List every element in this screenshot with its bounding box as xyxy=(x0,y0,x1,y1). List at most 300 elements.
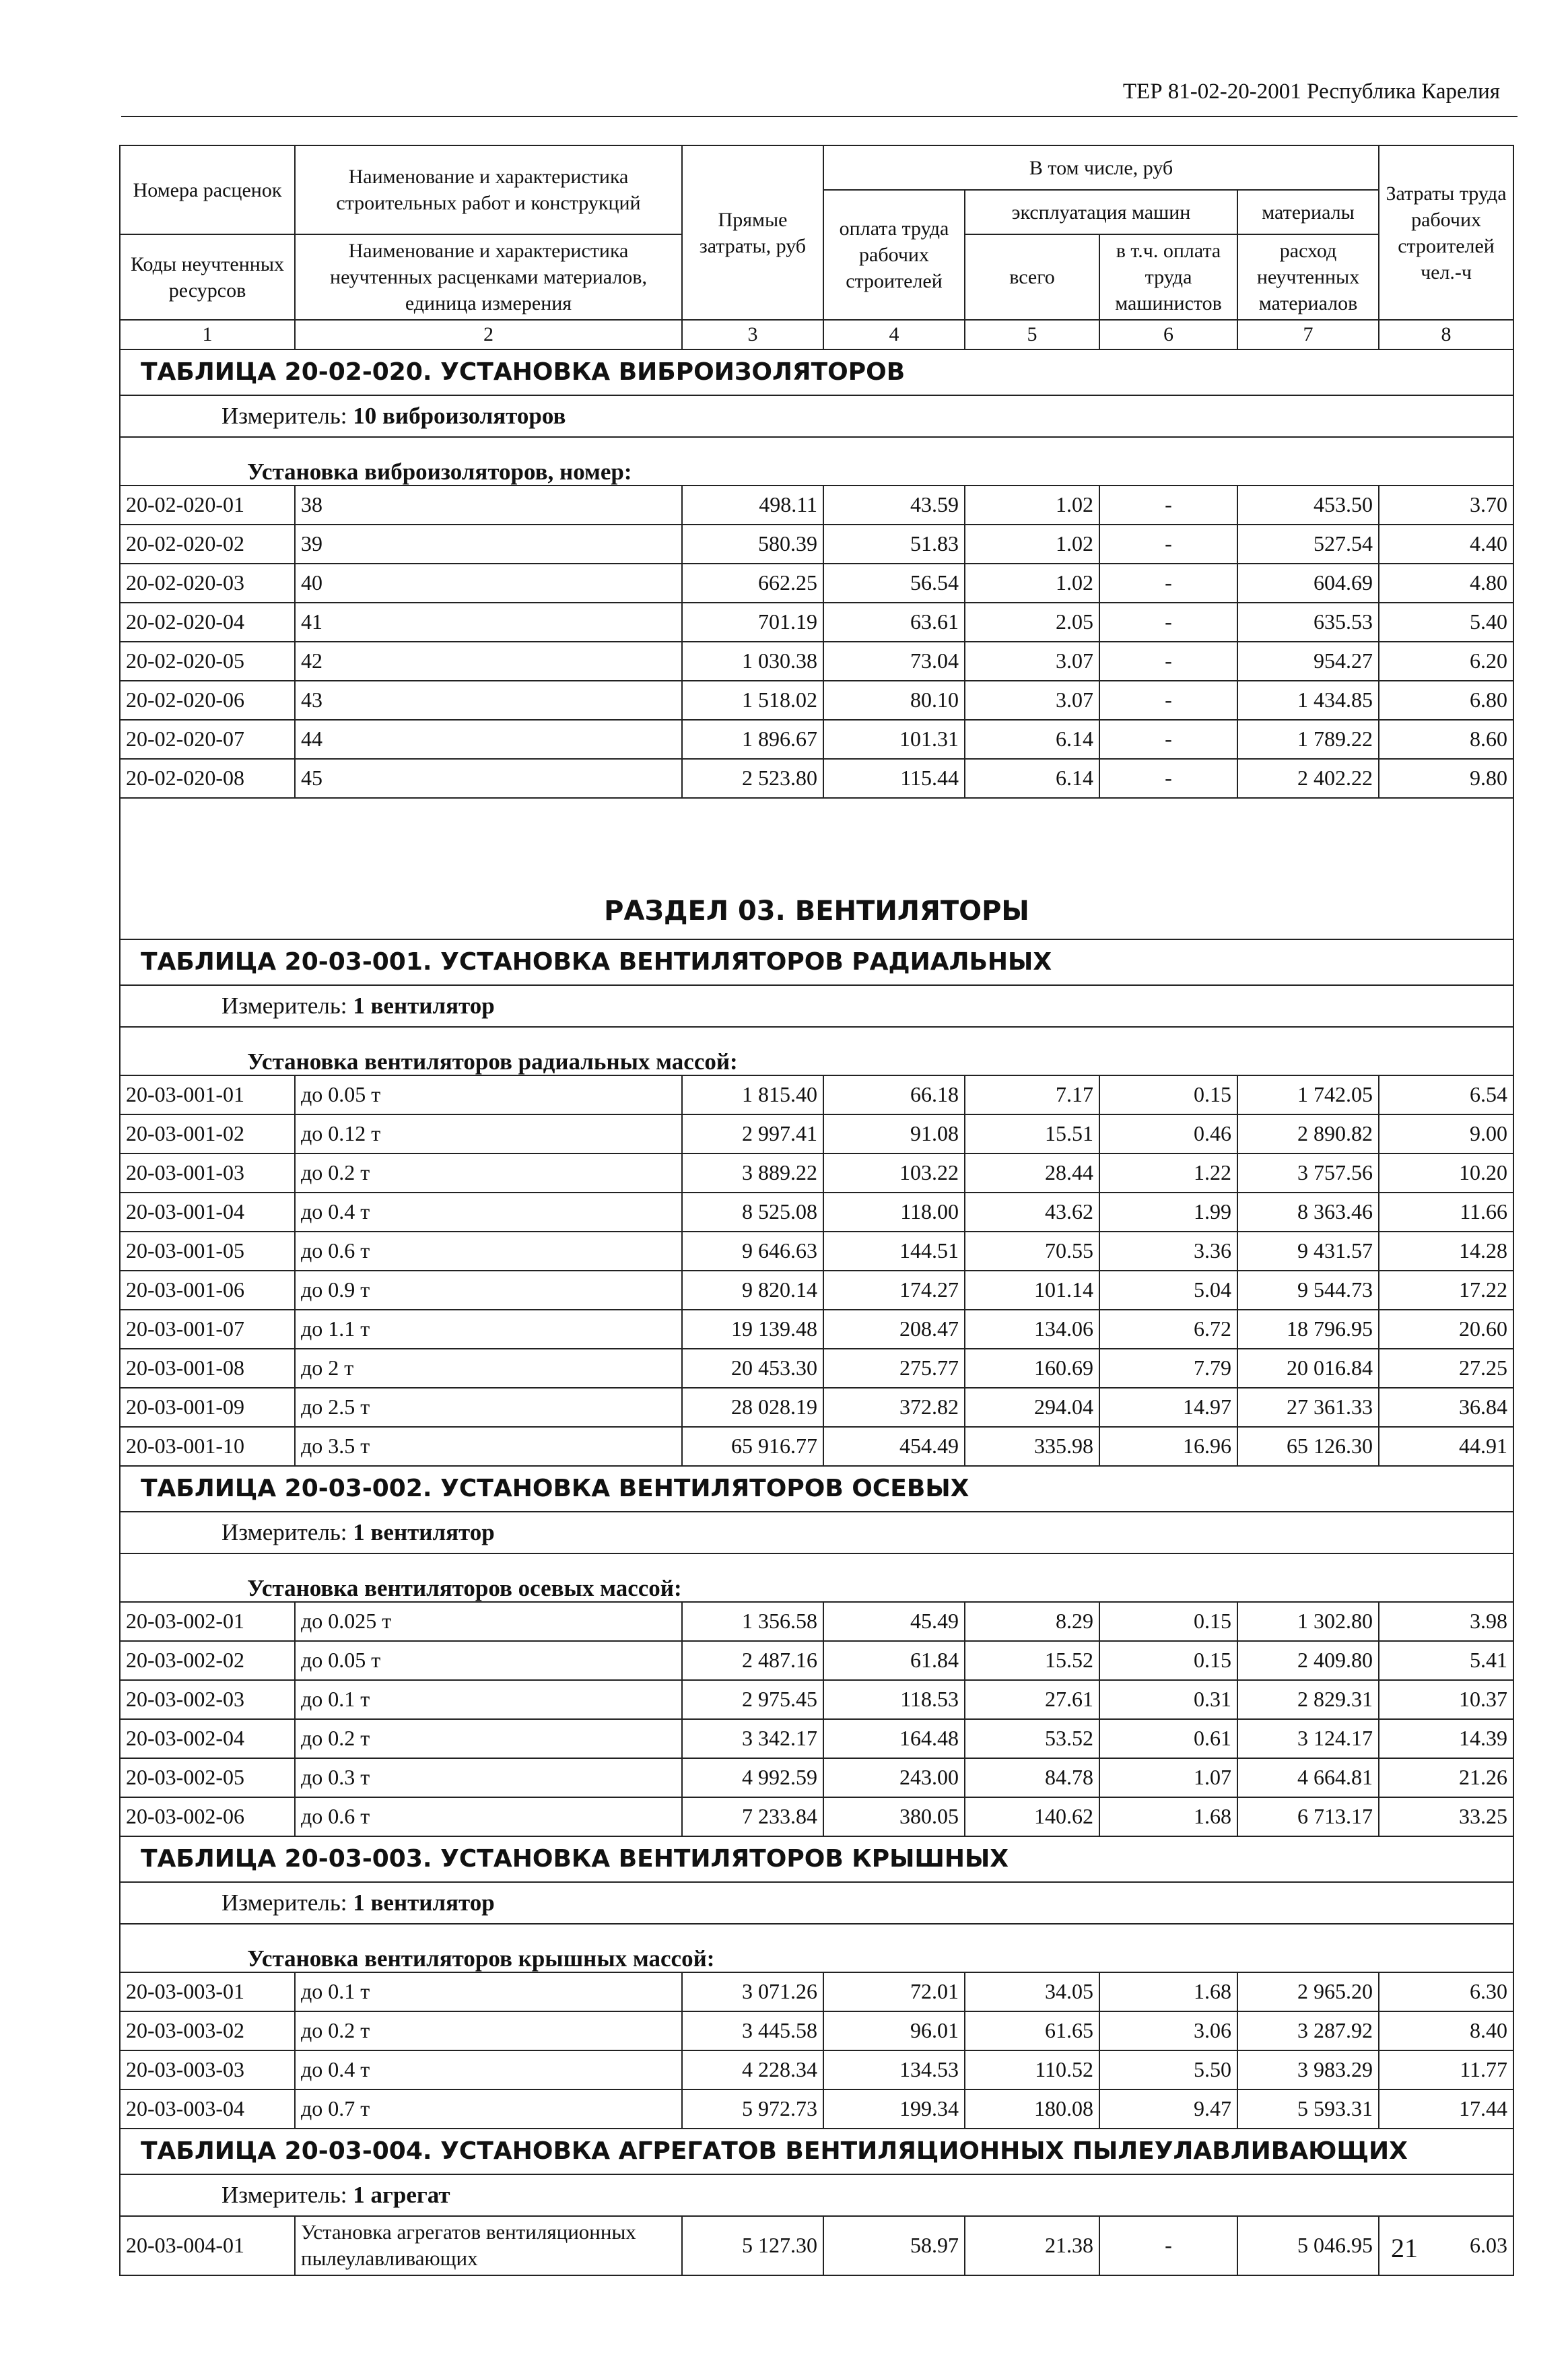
cell-rate-code: 20-03-001-07 xyxy=(120,1310,295,1349)
cell-labor-hours: 36.84 xyxy=(1379,1388,1513,1427)
cell-materials: 5 593.31 xyxy=(1237,2089,1379,2129)
table-row xyxy=(120,1719,1513,1758)
header-rule xyxy=(121,116,1518,117)
column-number: 4 xyxy=(823,320,965,349)
header-row-1 xyxy=(120,145,1513,190)
cell-rate-code: 20-02-020-03 xyxy=(120,564,295,603)
group-title-row xyxy=(120,1553,1513,1602)
cell-name: до 0.12 т xyxy=(295,1114,682,1153)
cell-name: до 0.1 т xyxy=(295,1680,682,1719)
cell-machines-total: 6.14 xyxy=(965,720,1099,759)
cell-direct-costs: 2 523.80 xyxy=(682,759,823,798)
cell-materials: 65 126.30 xyxy=(1237,1427,1379,1466)
cell-name: 39 xyxy=(295,525,682,564)
cell-name: до 0.3 т xyxy=(295,1758,682,1797)
cell-name: до 0.2 т xyxy=(295,1153,682,1193)
cell-direct-costs: 4 228.34 xyxy=(682,2050,823,2089)
cell-labor-hours: 11.77 xyxy=(1379,2050,1513,2089)
cell-rate-code: 20-02-020-02 xyxy=(120,525,295,564)
cell-rate-code: 20-03-001-10 xyxy=(120,1427,295,1466)
cell-materials: 3 287.92 xyxy=(1237,2011,1379,2050)
cell-name: до 0.2 т xyxy=(295,1719,682,1758)
table-title: ТАБЛИЦА 20-03-004. УСТАНОВКА АГРЕГАТОВ ВЕНТИЛЯЦИОННЫХ ПЫЛЕУЛАВЛИВАЮЩИХ xyxy=(120,2129,1513,2174)
cell-wage: 96.01 xyxy=(823,2011,965,2050)
cell-direct-costs: 1 815.40 xyxy=(682,1075,823,1114)
cell-name: до 0.025 т xyxy=(295,1602,682,1641)
cell-machinists-wage: 1.68 xyxy=(1099,1972,1237,2011)
section-title-row xyxy=(120,798,1513,939)
cell-name: 41 xyxy=(295,603,682,642)
cell-direct-costs: 1 518.02 xyxy=(682,681,823,720)
cell-rate-code: 20-03-003-01 xyxy=(120,1972,295,2011)
price-table-document xyxy=(119,145,1513,2276)
measure-value: 1 вентилятор xyxy=(353,1519,495,1546)
column-number: 8 xyxy=(1379,320,1513,349)
cell-materials: 9 544.73 xyxy=(1237,1271,1379,1310)
cell-direct-costs: 2 487.16 xyxy=(682,1641,823,1680)
cell-wage: 134.53 xyxy=(823,2050,965,2089)
table-measure-row xyxy=(120,395,1513,437)
measure-value: 1 вентилятор xyxy=(353,1889,495,1916)
cell-machines-total: 84.78 xyxy=(965,1758,1099,1797)
cell-labor-hours: 9.80 xyxy=(1379,759,1513,798)
measure-label: Измеритель: xyxy=(221,1889,353,1916)
cell-direct-costs: 662.25 xyxy=(682,564,823,603)
cell-materials: 5 046.95 xyxy=(1237,2216,1379,2275)
cell-labor-hours: 6.54 xyxy=(1379,1075,1513,1114)
cell-machinists-wage: 7.79 xyxy=(1099,1349,1237,1388)
table-row xyxy=(120,1075,1513,1114)
cell-machinists-wage: 5.04 xyxy=(1099,1271,1237,1310)
cell-labor-hours: 33.25 xyxy=(1379,1797,1513,1836)
cell-name: до 2.5 т xyxy=(295,1388,682,1427)
cell-machinists-wage: 0.15 xyxy=(1099,1641,1237,1680)
cell-machinists-wage: 0.46 xyxy=(1099,1114,1237,1153)
cell-rate-code: 20-03-001-05 xyxy=(120,1232,295,1271)
cell-materials: 1 789.22 xyxy=(1237,720,1379,759)
cell-machinists-wage: 0.15 xyxy=(1099,1602,1237,1641)
cell-rate-code: 20-03-001-01 xyxy=(120,1075,295,1114)
cell-rate-code: 20-02-020-06 xyxy=(120,681,295,720)
cell-rate-code: 20-02-020-07 xyxy=(120,720,295,759)
table-measure xyxy=(120,395,1513,437)
cell-machines-total: 8.29 xyxy=(965,1602,1099,1641)
cell-labor-hours: 6.30 xyxy=(1379,1972,1513,2011)
col-head-direct-costs: Прямые затраты, руб xyxy=(682,145,823,320)
column-number: 6 xyxy=(1099,320,1237,349)
cell-materials: 8 363.46 xyxy=(1237,1193,1379,1232)
cell-wage: 51.83 xyxy=(823,525,965,564)
table-row xyxy=(120,2216,1513,2275)
table-row xyxy=(120,1310,1513,1349)
table-measure-row xyxy=(120,985,1513,1027)
cell-direct-costs: 3 342.17 xyxy=(682,1719,823,1758)
col-head-machinists-wage: в т.ч. оплата труда машинистов xyxy=(1099,234,1237,320)
cell-wage: 91.08 xyxy=(823,1114,965,1153)
cell-materials: 2 402.22 xyxy=(1237,759,1379,798)
table-row xyxy=(120,1680,1513,1719)
cell-wage: 80.10 xyxy=(823,681,965,720)
cell-machinists-wage: 0.15 xyxy=(1099,1075,1237,1114)
table-row xyxy=(120,1427,1513,1466)
cell-rate-code: 20-03-001-09 xyxy=(120,1388,295,1427)
group-title: Установка вентиляторов осевых массой: xyxy=(120,1553,1513,1602)
cell-direct-costs: 28 028.19 xyxy=(682,1388,823,1427)
cell-materials: 9 431.57 xyxy=(1237,1232,1379,1271)
table-measure xyxy=(120,2174,1513,2216)
cell-labor-hours: 6.80 xyxy=(1379,681,1513,720)
table-title: ТАБЛИЦА 20-03-001. УСТАНОВКА ВЕНТИЛЯТОРОВ РАДИАЛЬНЫХ xyxy=(120,939,1513,985)
cell-name: 45 xyxy=(295,759,682,798)
cell-labor-hours: 14.28 xyxy=(1379,1232,1513,1271)
table-row xyxy=(120,1972,1513,2011)
cell-machines-total: 1.02 xyxy=(965,486,1099,525)
cell-machinists-wage: - xyxy=(1099,720,1237,759)
cell-name: 44 xyxy=(295,720,682,759)
cell-wage: 61.84 xyxy=(823,1641,965,1680)
cell-direct-costs: 580.39 xyxy=(682,525,823,564)
cell-rate-code: 20-03-002-01 xyxy=(120,1602,295,1641)
cell-wage: 66.18 xyxy=(823,1075,965,1114)
cell-rate-code: 20-03-002-03 xyxy=(120,1680,295,1719)
cell-wage: 63.61 xyxy=(823,603,965,642)
table-row xyxy=(120,525,1513,564)
cell-machines-total: 34.05 xyxy=(965,1972,1099,2011)
cell-machinists-wage: 6.72 xyxy=(1099,1310,1237,1349)
table-row xyxy=(120,720,1513,759)
cell-rate-code: 20-02-020-08 xyxy=(120,759,295,798)
cell-direct-costs: 65 916.77 xyxy=(682,1427,823,1466)
table-title: ТАБЛИЦА 20-03-003. УСТАНОВКА ВЕНТИЛЯТОРОВ КРЫШНЫХ xyxy=(120,1836,1513,1882)
col-head-wage: оплата труда рабочих строителей xyxy=(823,190,965,320)
cell-machinists-wage: - xyxy=(1099,759,1237,798)
cell-labor-hours: 4.40 xyxy=(1379,525,1513,564)
cell-machines-total: 3.07 xyxy=(965,642,1099,681)
cell-materials: 635.53 xyxy=(1237,603,1379,642)
cell-wage: 43.59 xyxy=(823,486,965,525)
cell-machines-total: 140.62 xyxy=(965,1797,1099,1836)
table-row xyxy=(120,1388,1513,1427)
cell-materials: 1 742.05 xyxy=(1237,1075,1379,1114)
cell-materials: 18 796.95 xyxy=(1237,1310,1379,1349)
table-row xyxy=(120,603,1513,642)
col-head-machines: эксплуатация машин xyxy=(965,190,1237,234)
cell-rate-code: 20-03-001-04 xyxy=(120,1193,295,1232)
cell-machines-total: 7.17 xyxy=(965,1075,1099,1114)
cell-wage: 243.00 xyxy=(823,1758,965,1797)
cell-wage: 199.34 xyxy=(823,2089,965,2129)
cell-wage: 103.22 xyxy=(823,1153,965,1193)
col-head-including: В том числе, руб xyxy=(823,145,1379,190)
cell-wage: 144.51 xyxy=(823,1232,965,1271)
cell-labor-hours: 10.20 xyxy=(1379,1153,1513,1193)
column-number: 1 xyxy=(120,320,295,349)
table-row xyxy=(120,486,1513,525)
cell-wage: 73.04 xyxy=(823,642,965,681)
cell-labor-hours: 10.37 xyxy=(1379,1680,1513,1719)
cell-direct-costs: 2 975.45 xyxy=(682,1680,823,1719)
table-measure-row xyxy=(120,1512,1513,1553)
cell-machines-total: 101.14 xyxy=(965,1271,1099,1310)
cell-machines-total: 160.69 xyxy=(965,1349,1099,1388)
cell-name: до 1.1 т xyxy=(295,1310,682,1349)
cell-wage: 115.44 xyxy=(823,759,965,798)
cell-machinists-wage: - xyxy=(1099,2216,1237,2275)
cell-machines-total: 110.52 xyxy=(965,2050,1099,2089)
cell-materials: 4 664.81 xyxy=(1237,1758,1379,1797)
measure-value: 1 вентилятор xyxy=(353,993,495,1019)
cell-machinists-wage: 1.68 xyxy=(1099,1797,1237,1836)
cell-materials: 27 361.33 xyxy=(1237,1388,1379,1427)
cell-materials: 3 983.29 xyxy=(1237,2050,1379,2089)
measure-label: Измеритель: xyxy=(221,1519,353,1546)
table-measure xyxy=(120,1512,1513,1553)
cell-wage: 380.05 xyxy=(823,1797,965,1836)
group-title: Установка вентиляторов радиальных массой: xyxy=(120,1027,1513,1075)
cell-machinists-wage: 0.61 xyxy=(1099,1719,1237,1758)
cell-materials: 527.54 xyxy=(1237,525,1379,564)
cell-machinists-wage: - xyxy=(1099,564,1237,603)
cell-materials: 2 890.82 xyxy=(1237,1114,1379,1153)
table-measure xyxy=(120,1882,1513,1924)
group-title-row xyxy=(120,1027,1513,1075)
cell-materials: 604.69 xyxy=(1237,564,1379,603)
cell-machinists-wage: 0.31 xyxy=(1099,1680,1237,1719)
group-title: Установка виброизоляторов, номер: xyxy=(120,437,1513,486)
cell-wage: 72.01 xyxy=(823,1972,965,2011)
cell-machines-total: 3.07 xyxy=(965,681,1099,720)
cell-rate-code: 20-02-020-05 xyxy=(120,642,295,681)
group-title: Установка вентиляторов крышных массой: xyxy=(120,1924,1513,1972)
cell-wage: 118.00 xyxy=(823,1193,965,1232)
cell-materials: 954.27 xyxy=(1237,642,1379,681)
cell-name: до 0.7 т xyxy=(295,2089,682,2129)
cell-labor-hours: 9.00 xyxy=(1379,1114,1513,1153)
col-head-unaccounted-materials: расход неучтенных материалов xyxy=(1237,234,1379,320)
cell-rate-code: 20-03-002-06 xyxy=(120,1797,295,1836)
cell-wage: 454.49 xyxy=(823,1427,965,1466)
cell-machinists-wage: - xyxy=(1099,681,1237,720)
table-row xyxy=(120,2011,1513,2050)
cell-rate-code: 20-03-004-01 xyxy=(120,2216,295,2275)
cell-direct-costs: 19 139.48 xyxy=(682,1310,823,1349)
table-row xyxy=(120,1114,1513,1153)
table-title-row xyxy=(120,1836,1513,1882)
cell-name: до 0.05 т xyxy=(295,1075,682,1114)
cell-wage: 164.48 xyxy=(823,1719,965,1758)
cell-name: до 0.2 т xyxy=(295,2011,682,2050)
cell-rate-code: 20-03-001-06 xyxy=(120,1271,295,1310)
cell-machines-total: 70.55 xyxy=(965,1232,1099,1271)
cell-materials: 1 434.85 xyxy=(1237,681,1379,720)
cell-direct-costs: 1 356.58 xyxy=(682,1602,823,1641)
cell-labor-hours: 21.26 xyxy=(1379,1758,1513,1797)
col-head-machines-total: всего xyxy=(965,234,1099,320)
cell-wage: 174.27 xyxy=(823,1271,965,1310)
cell-name: до 0.1 т xyxy=(295,1972,682,2011)
table-row xyxy=(120,1602,1513,1641)
cell-direct-costs: 5 127.30 xyxy=(682,2216,823,2275)
cell-labor-hours: 5.40 xyxy=(1379,603,1513,642)
cell-materials: 3 124.17 xyxy=(1237,1719,1379,1758)
cell-labor-hours: 3.70 xyxy=(1379,486,1513,525)
cell-direct-costs: 20 453.30 xyxy=(682,1349,823,1388)
cell-machines-total: 6.14 xyxy=(965,759,1099,798)
cell-wage: 118.53 xyxy=(823,1680,965,1719)
cell-labor-hours: 5.41 xyxy=(1379,1641,1513,1680)
cell-machines-total: 15.52 xyxy=(965,1641,1099,1680)
cell-machinists-wage: 5.50 xyxy=(1099,2050,1237,2089)
cell-name: до 0.05 т xyxy=(295,1641,682,1680)
measure-label: Измеритель: xyxy=(221,2182,353,2209)
cell-labor-hours: 27.25 xyxy=(1379,1349,1513,1388)
table-row xyxy=(120,1153,1513,1193)
cell-direct-costs: 498.11 xyxy=(682,486,823,525)
table-row xyxy=(120,1232,1513,1271)
cell-direct-costs: 3 889.22 xyxy=(682,1153,823,1193)
cell-machinists-wage: 14.97 xyxy=(1099,1388,1237,1427)
cell-name: до 0.4 т xyxy=(295,2050,682,2089)
cell-rate-code: 20-03-001-08 xyxy=(120,1349,295,1388)
cell-machines-total: 15.51 xyxy=(965,1114,1099,1153)
cell-name: Установка агрегатов вентиляционных пылеулавливающих xyxy=(295,2216,682,2275)
cell-direct-costs: 8 525.08 xyxy=(682,1193,823,1232)
table-row xyxy=(120,2050,1513,2089)
cell-name: до 3.5 т xyxy=(295,1427,682,1466)
cell-wage: 372.82 xyxy=(823,1388,965,1427)
table-row xyxy=(120,1797,1513,1836)
cell-machines-total: 2.05 xyxy=(965,603,1099,642)
column-number: 2 xyxy=(295,320,682,349)
cell-machines-total: 294.04 xyxy=(965,1388,1099,1427)
table-title-row xyxy=(120,349,1513,395)
cell-direct-costs: 1 896.67 xyxy=(682,720,823,759)
cell-rate-code: 20-03-002-04 xyxy=(120,1719,295,1758)
cell-direct-costs: 9 820.14 xyxy=(682,1271,823,1310)
column-number: 7 xyxy=(1237,320,1379,349)
cell-machines-total: 1.02 xyxy=(965,525,1099,564)
cell-labor-hours: 3.98 xyxy=(1379,1602,1513,1641)
table-title-row xyxy=(120,1466,1513,1512)
table-measure-row xyxy=(120,1882,1513,1924)
cell-machinists-wage: 16.96 xyxy=(1099,1427,1237,1466)
cell-machines-total: 61.65 xyxy=(965,2011,1099,2050)
cell-rate-code: 20-02-020-01 xyxy=(120,486,295,525)
cell-direct-costs: 3 071.26 xyxy=(682,1972,823,2011)
cell-machinists-wage: 3.36 xyxy=(1099,1232,1237,1271)
table-measure xyxy=(120,985,1513,1027)
cell-machines-total: 43.62 xyxy=(965,1193,1099,1232)
cell-direct-costs: 4 992.59 xyxy=(682,1758,823,1797)
cell-labor-hours: 20.60 xyxy=(1379,1310,1513,1349)
cell-materials: 453.50 xyxy=(1237,486,1379,525)
table-row xyxy=(120,2089,1513,2129)
cell-machines-total: 28.44 xyxy=(965,1153,1099,1193)
cell-labor-hours: 17.44 xyxy=(1379,2089,1513,2129)
cell-labor-hours: 14.39 xyxy=(1379,1719,1513,1758)
cell-rate-code: 20-03-003-04 xyxy=(120,2089,295,2129)
measure-label: Измеритель: xyxy=(221,993,353,1019)
cell-materials: 1 302.80 xyxy=(1237,1602,1379,1641)
column-number: 3 xyxy=(682,320,823,349)
cell-rate-code: 20-03-002-05 xyxy=(120,1758,295,1797)
cell-materials: 2 965.20 xyxy=(1237,1972,1379,2011)
cell-wage: 101.31 xyxy=(823,720,965,759)
table-row xyxy=(120,1193,1513,1232)
table-row xyxy=(120,1758,1513,1797)
cell-name: 42 xyxy=(295,642,682,681)
table-title-row xyxy=(120,2129,1513,2174)
cell-direct-costs: 5 972.73 xyxy=(682,2089,823,2129)
cell-direct-costs: 7 233.84 xyxy=(682,1797,823,1836)
table-row xyxy=(120,564,1513,603)
cell-wage: 56.54 xyxy=(823,564,965,603)
cell-labor-hours: 4.80 xyxy=(1379,564,1513,603)
cell-wage: 275.77 xyxy=(823,1349,965,1388)
cell-materials: 20 016.84 xyxy=(1237,1349,1379,1388)
cell-labor-hours: 8.60 xyxy=(1379,720,1513,759)
measure-value: 1 агрегат xyxy=(353,2182,450,2209)
cell-machinists-wage: - xyxy=(1099,642,1237,681)
table-row xyxy=(120,681,1513,720)
col-head-materials: материалы xyxy=(1237,190,1379,234)
table-title: ТАБЛИЦА 20-02-020. УСТАНОВКА ВИБРОИЗОЛЯТОРОВ xyxy=(120,349,1513,395)
cell-machinists-wage: - xyxy=(1099,525,1237,564)
cell-materials: 2 829.31 xyxy=(1237,1680,1379,1719)
col-head-resource-codes: Коды неучтенных ресурсов xyxy=(120,234,295,320)
cell-labor-hours: 6.03 xyxy=(1379,2216,1513,2275)
cell-labor-hours: 17.22 xyxy=(1379,1271,1513,1310)
cell-machines-total: 53.52 xyxy=(965,1719,1099,1758)
page-number: 21 xyxy=(1391,2233,1418,2263)
cell-machines-total: 335.98 xyxy=(965,1427,1099,1466)
cell-rate-code: 20-03-003-02 xyxy=(120,2011,295,2050)
table-row xyxy=(120,759,1513,798)
cell-wage: 58.97 xyxy=(823,2216,965,2275)
table-title-row xyxy=(120,939,1513,985)
document-header-title: ТЕР 81-02-20-2001 Республика Карелия xyxy=(1122,79,1500,104)
cell-machines-total: 134.06 xyxy=(965,1310,1099,1349)
cell-machinists-wage: 1.07 xyxy=(1099,1758,1237,1797)
cell-rate-code: 20-03-001-03 xyxy=(120,1153,295,1193)
cell-machinists-wage: 1.22 xyxy=(1099,1153,1237,1193)
cell-machines-total: 1.02 xyxy=(965,564,1099,603)
cell-direct-costs: 701.19 xyxy=(682,603,823,642)
table-title: ТАБЛИЦА 20-03-002. УСТАНОВКА ВЕНТИЛЯТОРОВ ОСЕВЫХ xyxy=(120,1466,1513,1512)
cell-rate-code: 20-03-003-03 xyxy=(120,2050,295,2089)
section-title: РАЗДЕЛ 03. ВЕНТИЛЯТОРЫ xyxy=(120,798,1513,939)
measure-value: 10 виброизоляторов xyxy=(353,403,566,430)
table-row xyxy=(120,642,1513,681)
column-number-row xyxy=(120,320,1513,349)
cell-name: до 0.6 т xyxy=(295,1797,682,1836)
table-measure-row xyxy=(120,2174,1513,2216)
cell-machinists-wage: 3.06 xyxy=(1099,2011,1237,2050)
cell-materials: 6 713.17 xyxy=(1237,1797,1379,1836)
table-row xyxy=(120,1641,1513,1680)
cell-rate-code: 20-03-002-02 xyxy=(120,1641,295,1680)
price-table xyxy=(119,145,1514,2276)
cell-name: до 0.4 т xyxy=(295,1193,682,1232)
cell-name: 43 xyxy=(295,681,682,720)
table-row xyxy=(120,1271,1513,1310)
col-head-material-names: Наименование и характеристика неучтенных расценками материалов, единица измерения xyxy=(295,234,682,320)
cell-machinists-wage: 9.47 xyxy=(1099,2089,1237,2129)
col-head-labor: Затраты труда рабочих строителей чел.-ч xyxy=(1379,145,1513,320)
cell-machinists-wage: 1.99 xyxy=(1099,1193,1237,1232)
measure-label: Измеритель: xyxy=(221,403,353,430)
cell-labor-hours: 44.91 xyxy=(1379,1427,1513,1466)
